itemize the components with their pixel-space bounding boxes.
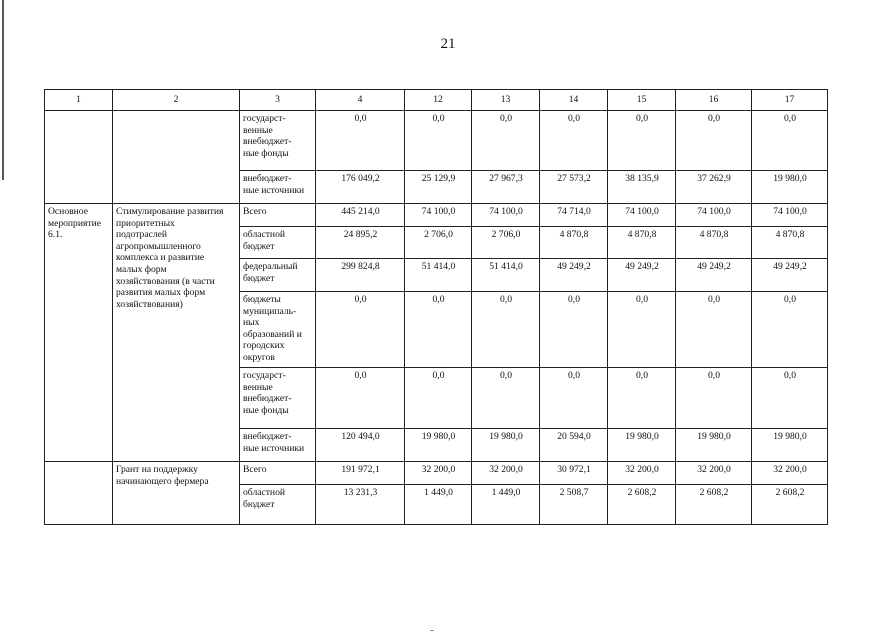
value-cell: 0,0 [676,292,752,368]
value-cell: 120 494,0 [316,429,405,462]
value-cell: 51 414,0 [405,259,472,292]
funding-source: государст- венные внебюджет- ные фонды [240,368,316,429]
header-cell: 12 [405,90,472,111]
value-cell: 0,0 [540,368,608,429]
value-cell: 0,0 [405,111,472,171]
value-cell: 0,0 [472,368,540,429]
grant-name: Грант на поддержку начинающего фермера [113,462,240,525]
page-number: 21 [440,36,456,52]
value-cell: 51 414,0 [472,259,540,292]
value-cell: 0,0 [405,368,472,429]
value-cell: 19 980,0 [676,429,752,462]
value-cell: 19 980,0 [472,429,540,462]
value-cell: 74 100,0 [676,204,752,227]
value-cell: 176 049,2 [316,171,405,204]
value-cell: 4 870,8 [676,227,752,259]
value-cell: 32 200,0 [472,462,540,485]
value-cell: 74 714,0 [540,204,608,227]
empty-cell [113,111,240,204]
value-cell: 1 449,0 [405,485,472,525]
value-cell: 25 129,9 [405,171,472,204]
value-cell: 2 608,2 [676,485,752,525]
value-cell: 191 972,1 [316,462,405,485]
header-cell: 2 [113,90,240,111]
page-edge-mark [2,0,4,180]
value-cell: 74 100,0 [608,204,676,227]
header-cell: 17 [752,90,828,111]
budget-table [44,89,828,525]
value-cell: 4 870,8 [752,227,828,259]
value-cell: 0,0 [540,292,608,368]
funding-source: областной бюджет [240,485,316,525]
header-cell: 3 [240,90,316,111]
value-cell: 13 231,3 [316,485,405,525]
value-cell: 19 980,0 [405,429,472,462]
empty-cell [45,111,113,204]
value-cell: 27 967,3 [472,171,540,204]
value-cell: 0,0 [676,368,752,429]
value-cell: 0,0 [752,111,828,171]
value-cell: 2 608,2 [752,485,828,525]
value-cell: 0,0 [540,111,608,171]
value-cell: 19 980,0 [608,429,676,462]
value-cell: 0,0 [608,368,676,429]
value-cell: 32 200,0 [608,462,676,485]
value-cell: 27 573,2 [540,171,608,204]
value-cell: 0,0 [472,111,540,171]
value-cell: 37 262,9 [676,171,752,204]
table-row [45,111,828,171]
value-cell: 2 706,0 [405,227,472,259]
value-cell: 74 100,0 [405,204,472,227]
value-cell: 0,0 [608,292,676,368]
header-cell: 1 [45,90,113,111]
header-row [45,90,828,111]
funding-source: Всего [240,462,316,485]
measure-name: Стимулирование развития приоритетных подотраслей агропромышленного комплекса и развитие малых форм хозяйствования (в части развития малых форм хозяйствования) [113,204,240,462]
value-cell: 299 824,8 [316,259,405,292]
header-cell: 13 [472,90,540,111]
value-cell: 49 249,2 [676,259,752,292]
table-row [45,204,828,227]
value-cell: 74 100,0 [472,204,540,227]
value-cell: 49 249,2 [540,259,608,292]
funding-source: Всего [240,204,316,227]
table-row [45,462,828,485]
value-cell: 0,0 [472,292,540,368]
value-cell: 32 200,0 [752,462,828,485]
value-cell: 0,0 [752,368,828,429]
value-cell: 0,0 [316,111,405,171]
empty-cell [45,462,113,525]
value-cell: 0,0 [676,111,752,171]
value-cell: 49 249,2 [752,259,828,292]
funding-source: бюджеты муниципаль- ных образований и городских округов [240,292,316,368]
scan-speck [430,630,434,631]
value-cell: 30 972,1 [540,462,608,485]
value-cell: 0,0 [752,292,828,368]
value-cell: 0,0 [316,292,405,368]
funding-source: государст- венные внебюджет- ные фонды [240,111,316,171]
value-cell: 74 100,0 [752,204,828,227]
funding-source: федеральный бюджет [240,259,316,292]
value-cell: 19 980,0 [752,429,828,462]
value-cell: 49 249,2 [608,259,676,292]
value-cell: 0,0 [405,292,472,368]
value-cell: 20 594,0 [540,429,608,462]
value-cell: 1 449,0 [472,485,540,525]
value-cell: 2 508,7 [540,485,608,525]
value-cell: 2 706,0 [472,227,540,259]
header-cell: 15 [608,90,676,111]
value-cell: 0,0 [608,111,676,171]
funding-source: внебюджет- ные источники [240,429,316,462]
value-cell: 445 214,0 [316,204,405,227]
header-cell: 14 [540,90,608,111]
value-cell: 32 200,0 [676,462,752,485]
value-cell: 19 980,0 [752,171,828,204]
value-cell: 24 895,2 [316,227,405,259]
funding-source: внебюджет- ные источники [240,171,316,204]
value-cell: 38 135,9 [608,171,676,204]
value-cell: 2 608,2 [608,485,676,525]
value-cell: 32 200,0 [405,462,472,485]
value-cell: 4 870,8 [540,227,608,259]
funding-source: областной бюджет [240,227,316,259]
value-cell: 4 870,8 [608,227,676,259]
measure-code: Основное мероприятие 6.1. [45,204,113,462]
value-cell: 0,0 [316,368,405,429]
header-cell: 4 [316,90,405,111]
header-cell: 16 [676,90,752,111]
